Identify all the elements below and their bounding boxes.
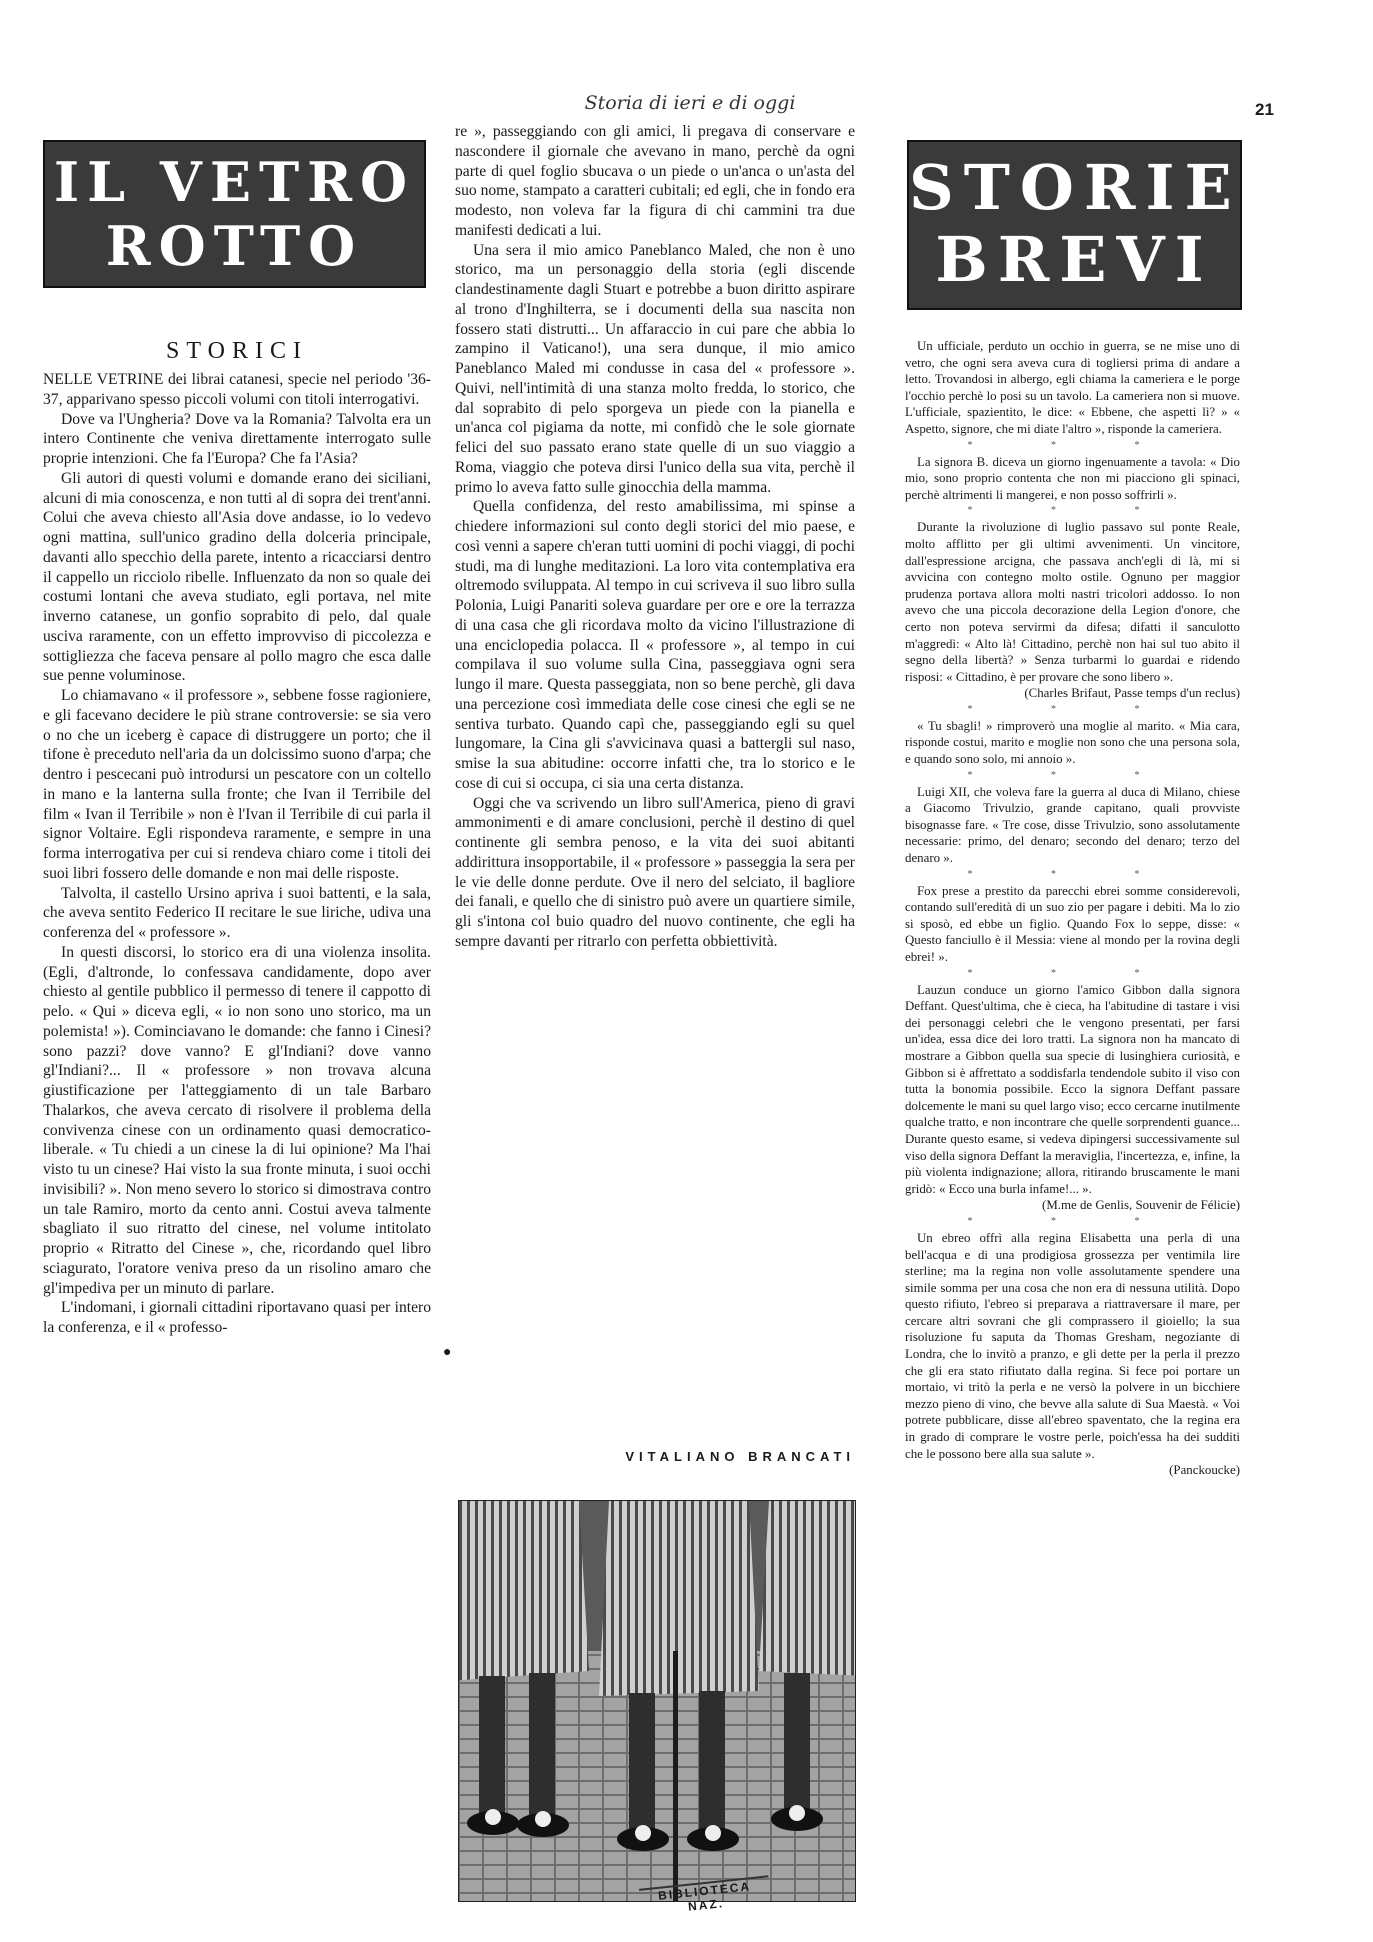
attribution: (Panckoucke) [1169,1463,1240,1478]
story: Un ufficiale, perduto un occhio in guerra, se ne mise uno di vetro, che ogni sera aveva cura di togliersi prima di andare a letto. Trovandosi in albergo, egli chiama la cameriera e le porge l'occhio perchè lo posi su un tavolo. La cameriera non si muove. L'ufficiale, spazientito, le dice: « Ebbene, che aspetti lì? » « Aspetto, signore, che mi diate l'altro », risponde la cameriera. [905,339,1240,436]
banner-line-1: IL VETRO [53,150,416,214]
separator: * * * [967,505,1178,517]
separator: * * * [967,967,1178,979]
paragraph: Quella confidenza, del resto amabilissima, mi spinse a chiedere informazioni sul conto degli storici del mio paese, e così venni a sapere ch'eran tutti uomini di pochi viaggi, di pochi studi, ma di lunghe meditazioni. La loro vita contemplativa era oltremodo sviluppata. Al tempo in cui scriveva il suo libro sulla Polonia, Luigi Panariti soleva guardare per ore e ore la terrazza di una casa che gli ricordava molto da vicino l'illustrazione di una enciclopedia polacca. Il « professore », al tempo in cui compilava il suo volume sulla Cina, passeggiava ogni sera lungo il mare. Questa passeggiata, non so bene perchè, gli dava una percezione così immediata delle cose cinesi che egli se ne sentiva turbato. Quando capì che, passeggiando egli su quel lungomare, la Cina gli s'avvicinava quasi a battergli sul naso, smise la sua abitudine: occorre infatti che, tra lo storico e le cose di cui si occupa, ci sia una certa distanza. [455,498,855,792]
separator: * * * [967,1215,1178,1227]
story: Un ebreo offrì alla regina Elisabetta una perla di una bell'acqua e di una prodigiosa grossezza per ventimila lire sterline; ma la regina non volle assolutamente spendere una simile somma per una cosa che non era di nessuna utilità. Dopo questo rifiuto, l'ebreo si preparava a riattraversare il mare, per cercare altri sovrani che gli comprassero il gioiello; la sua risoluzione fu saputa da Thomas Gresham, negoziante di Londra, che lo invitò a pranzo, e gli dette per la perla il prezzo che gli era stato rifiutato dalla regina. Si fece poi portare un mortaio, vi tritò la perla e ne versò la polvere in un bicchiere mezzo pieno di vino, che bevve alla salute di Sua Maestà. « Voi potrete pubblicare, disse all'ebreo spaventato, che la regina era in grado di comprare le vostre perle, poich'essa ha dei sudditi che le possono bere alla sua salute ». [905,1230,1240,1461]
running-title: Storia di ieri e di oggi [584,92,796,114]
attribution: (Charles Brifaut, Passe temps d'un reclus) [1024,686,1240,701]
paragraph: Oggi che va scrivendo un libro sull'America, pieno di gravi ammonimenti e di amare conclusioni, perchè il destino di quel continente gli sembra penoso, e la vita dei suoi abitanti addirittura insopportabile, il « professore » passeggia la sera per le vie delle donne perdute. Ove il nero del selciato, il bagliore dei fanali, e quello che di sinistro può avere un quartiere simile, gli s'intona col buio quadro del nuovo continente, che egli ha sempre davanti per ritrarlo con perfetta obbiettività. [455,794,855,950]
column-right [905,338,1240,1479]
photo-guards-legs [458,1500,856,1902]
paragraph: Una sera il mio amico Paneblanco Maled, che non è uno storico, ma un personaggio della storia (egli discende clandestinamente dagli Stuart e potrebbe a buon diritto aspirare al trono d'Inghilterra, se i documenti della sua nascita non fossero stati distrutti... Un affaraccio in cui pare che abbia lo zampino il Vaticano!), una sera dunque, il mio amico Paneblanco Maled mi condusse in casa del « professore ». Quivi, nell'intimità di una stanza molto fredda, lo storico, che dal soprabito di pelo sporgeva un piede con la pianella e un'anca col pigiama da notte, mi confidò che le sole giornate felici del suo passato erano state quelle di un suo viaggio a Roma, viaggio che poteva dirsi l'unico della sua vita, perchè il primo lo aveva fatto sulle ginocchia della mamma. [455,241,855,496]
paragraph: Lo chiamavano « il professore », sebbene fosse ragioniere, e gli facevano decidere le più strane controversie: se sia vero o no che un iceberg è capace di distruggere un porto; che il tifone è preceduto nell'aria da un dolcissimo suono d'arpa; che dentro i pescecani può introdursi un pescatore con un coltello in mano e la lanterna sulla fronte; che Ivan il Terribile del film « Ivan il Terribile » non è l'Ivan il Terribile di cui parla il signor Voltaire. Egli rispondeva raramente, e sempre in una forma interrogativa per cui si rendeva chiaro come i titoli dei suoi libri fossero delle domande e non mai delle risposte. [43,687,431,882]
paragraph: Talvolta, il castello Ursino apriva i suoi battenti, e la sala, che aveva sentito Federico II recitare le sue liriche, udiva una conferenza del « professore ». [43,884,431,941]
paragraph: re », passeggiando con gli amici, li pregava di conservare e nascondere il giornale che avevano in mano, perchè da ogni parte di quel foglio sbucava o un piede o un'anca o un'asta del suo nome, stampato a caratteri cubitali; ed egli, che in fondo era modesto, non voleva far la figura di chi cammini tra due manifesti dedicati a lui. [455,123,855,239]
separator: * * * [967,703,1178,715]
separator: * * * [967,868,1178,880]
paragraph: In questi discorsi, lo storico era di una violenza insolita. (Egli, d'altronde, lo confessava candidamente, dopo aver chiesto al gentile pubblico il permesso di tenere il cappotto di pelo. « Qui » diceva egli, « io non sono uno storico, ma un polemista! »). Cominciavano le domande: che fanno i Cinesi? sono pazzi? dove vanno? E gl'Indiani? dove vanno gl'Indiani?... Il « professore » non trovava alcuna giustificazione per l'atteggiamento di un tale Barbaro Thalarkos, che aveva cercato di risolvere il problema della convivenza cinese con un ordinamento quasi democratico-liberale. « Tu chiedi a un cinese la di lui opinione? Ma l'hai visto tu un cinese? Hai visto la sua fronte minuta, i suoi occhi invisibili? ». Non meno severo lo storico si dimostrava contro un tale Ramiro, morto da cento anni. Costui aveva talmente sbagliato il suo ritratto del cinese, nel volume intitolato proprio « Ritratto del Cinese », che, ricordando quel libro sciagurato, l'oratore veniva preso da un risolino amaro che gl'impediva per un minuto di parlare. [43,943,431,1297]
article-subheading: STORICI [166,338,308,364]
column-left [43,370,431,1338]
story: La signora B. diceva un giorno ingenuamente a tavola: « Dio mio, sono proprio contenta che non mi piacciono gli spinaci, perchè altrimenti li mangerei, e non posso soffrirli ». [905,454,1240,502]
attribution: (M.me de Genlis, Souvenir de Félicie) [1042,1198,1240,1213]
library-stamp: BIBLIOTECA NAZ. [639,1875,771,1914]
paragraph: Dove va l'Ungheria? Dove va la Romania? Talvolta era un intero Continente che veniva direttamente interrogato sulle proprie intenzioni. Che fa l'Europa? Che fa l'Asia? [43,410,431,467]
paragraph: L'indomani, i giornali cittadini riportavano quasi per intero la conferenza, e il « professo- [43,1299,431,1336]
story: Lauzun conduce un giorno l'amico Gibbon dalla signora Deffant. Quest'ultima, che è cieca, ha l'abitudine di tastare i visi dei personaggi celebri che le vengono presentati, per farsi un'idea, essa dice dei loro tratti. La signora non ha mancato di mostrare a Gibbon quella sua specie di lusinghiera curiosità, e Gibbon si è affrettato a soddisfarla tendendole subito il viso con tutta la bonomia possibile. Ecco la signora Deffant passare dolcemente le mani su quel largo viso; ecco cercarne inutilmente qualche tratto, e non incontrare che quelle sorprendenti guance... Durante questo esame, si vedeva dipingersi successivamente sul viso della signora Deffant la meraviglia, l'incertezza, e, infine, la più violenta indignazione; allora, ritirando bruscamente le mani gridò: « Ecco una burla infame!... ». [905,982,1240,1196]
separator: * * * [967,439,1178,451]
separator: * * * [967,769,1178,781]
margin-bullet: ● [443,1345,452,1360]
banner-line-2: ROTTO [105,214,364,278]
article-signature: VITALIANO BRANCATI [625,1449,855,1464]
story: Fox prese a prestito da parecchi ebrei somme considerevoli, contando sull'eredità di un suo zio per pagare i debiti. Ma lo zio si sposò, ed ebbe un figlio. Quando Fox lo seppe, disse: « Questo fanciullo è il Messia: viene al mondo per la rovina degli ebrei! ». [905,883,1240,964]
article-banner-storie-brevi [907,140,1242,310]
story: « Tu sbagli! » rimproverò una moglie al marito. « Mia cara, risponde costui, marito e moglie non sono che una persona sola, e quando sono solo, mi annoio ». [905,718,1240,767]
article-banner-il-vetro-rotto [43,140,426,288]
page-number: 21 [1255,100,1274,119]
story: Durante la rivoluzione di luglio passavo sul ponte Reale, molto afflitto per gli ultimi avvenimenti. Un vincitore, dall'espressione arcigna, che passava anch'egli di là, mi si avvicina con contegno molto ostile. Ognuno per maggior prudenza portava allora molti nastri tricolori addosso. Io non avevo che una piccola decorazione della Legion d'onore, che certo non poteva servirmi da difesa; difatti il sanculotto m'aggredì: « Alto là! Cittadino, perchè non hai sul tuo abito il segno della libertà? » Senza turbarmi lo guardai e ridendo risposi: « Cittadino, è per provare che sono libero ». [905,520,1240,684]
story: Luigi XII, che voleva fare la guerra al duca di Milano, chiese a Giacomo Trivulzio, grande capitano, quali provviste bisognasse fare. « Tre cose, disse Trivulzio, sono assolutamente necessarie: primo, del denaro; secondo del denaro; terzo del denaro ». [905,784,1240,866]
paragraph: NELLE VETRINE dei librai catanesi, specie nel periodo '36-37, apparivano spesso piccoli volumi con titoli interrogativi. [43,371,431,408]
column-middle [455,122,855,952]
banner-line-1: STORIE [909,151,1242,224]
paragraph: Gli autori di questi volumi e domande erano dei siciliani, alcuni di mia conoscenza, e non tutti al di sopra dei trent'anni. Colui che aveva chiesto all'Asia dove andasse, io lo vedevo ogni mattina, sull'unico gradino della dolceria principale, davanti allo specchio della parete, intento a ricacciarsi dentro il cappello un ricciolo ribelle. Influenzato da non so quale dei costumi lontani che aveva studiato, egli portava, nel mite inverno catanese, un gonfio soprabito di pelo, dal quale usciva raramente, con un effetto improvviso di piccolezza e sottigliezza che faceva pensare al pollo magro che esca dalle sue penne voluminose. [43,469,431,685]
banner-line-2: BREVI [935,223,1214,296]
photo-illustration [459,1501,855,1901]
